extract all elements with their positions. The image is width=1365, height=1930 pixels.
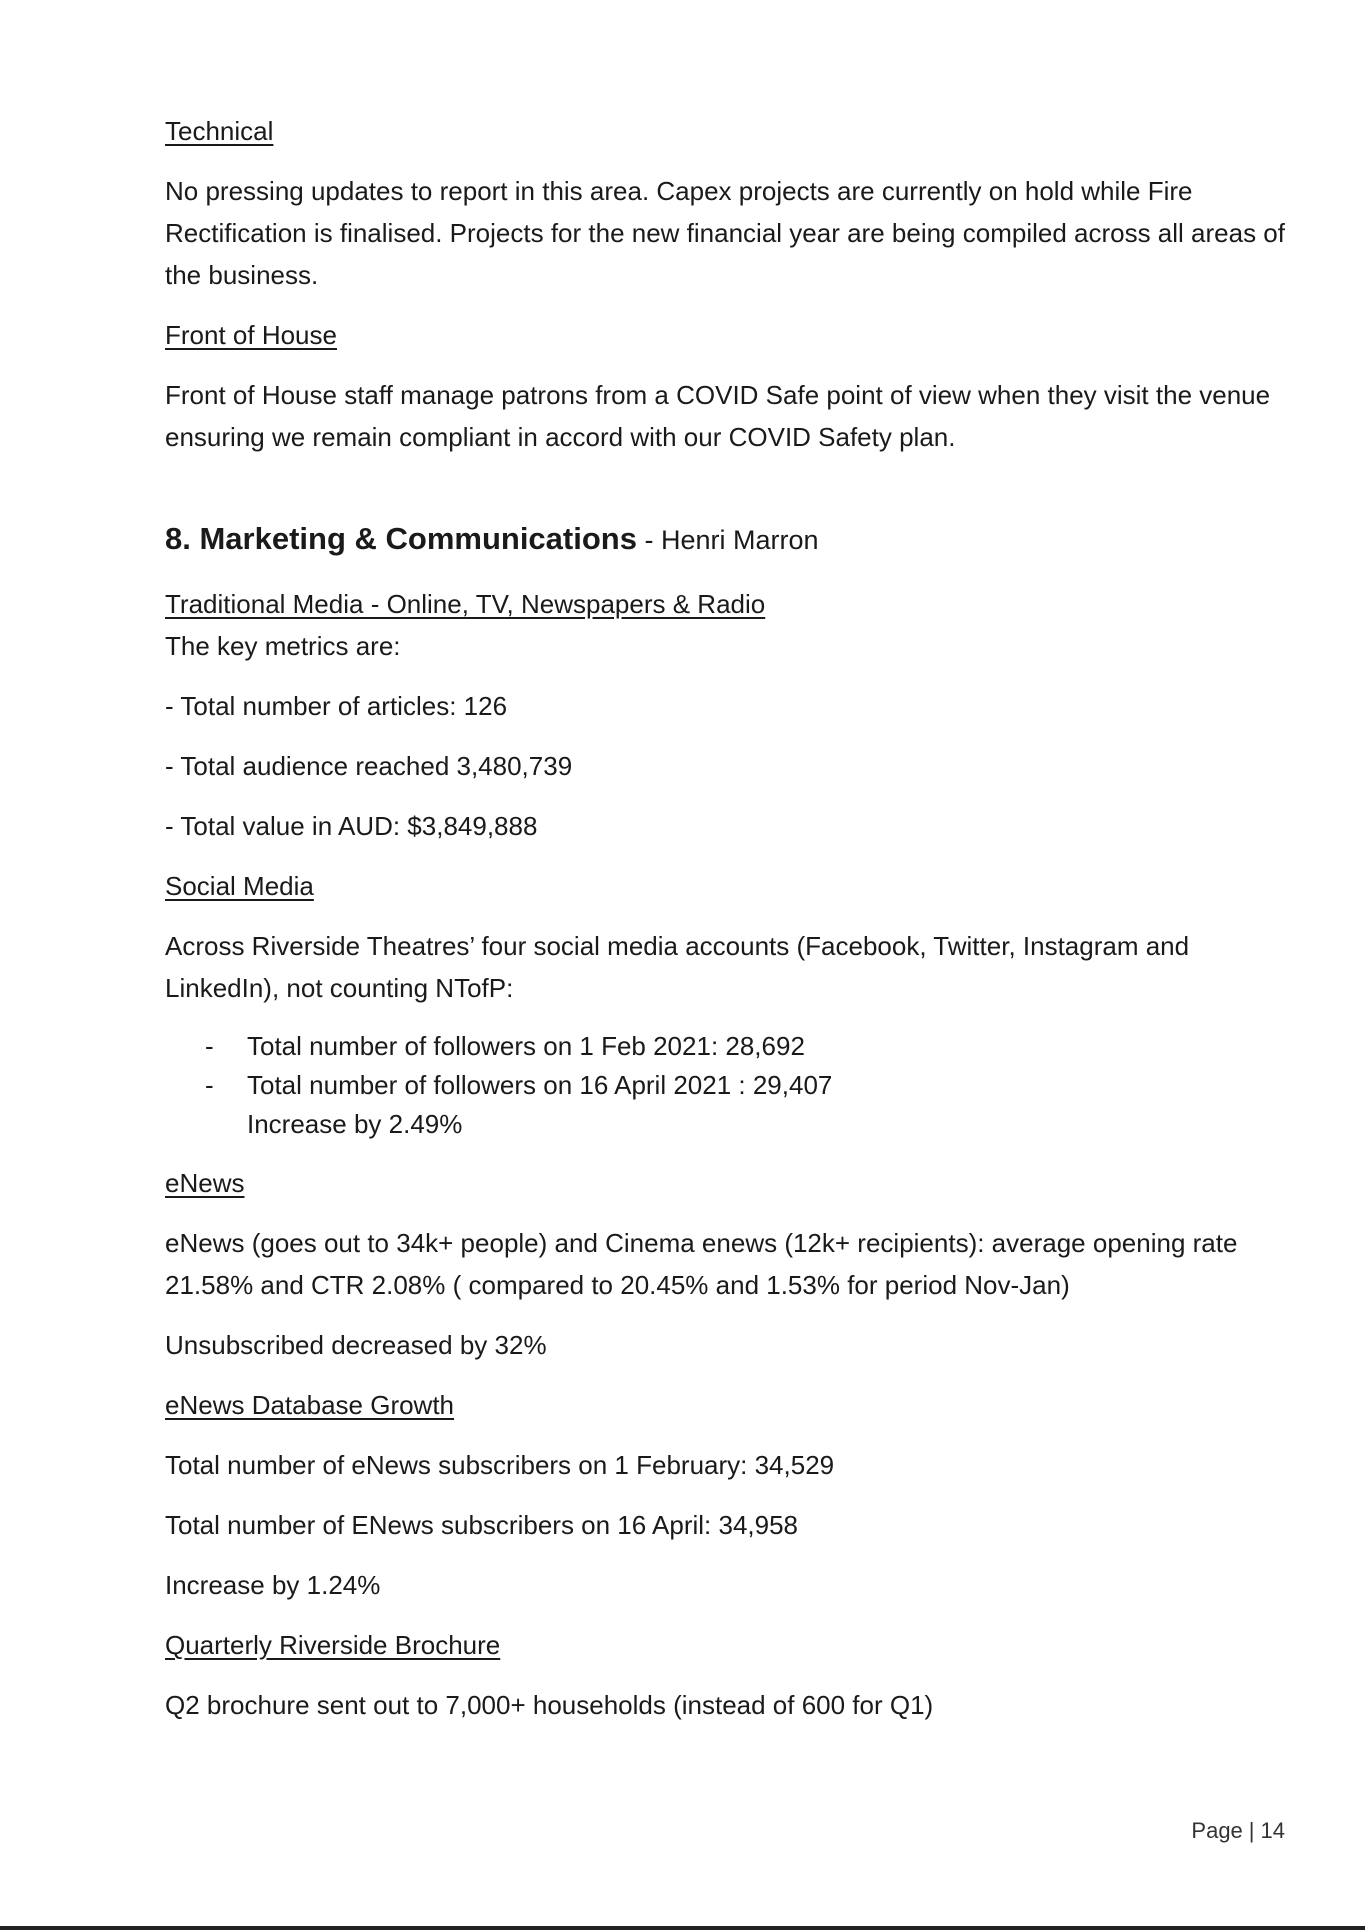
traditional-media-heading: Traditional Media - Online, TV, Newspapers & Radio	[165, 589, 766, 619]
bullet-dash: -	[205, 1031, 214, 1061]
enews-unsubscribed: Unsubscribed decreased by 32%	[165, 1330, 547, 1360]
bullet-dash: -	[205, 1070, 214, 1100]
enews-paragraph: eNews (goes out to 34k+ people) and Cinema enews (12k+ recipients): average opening rate 21.58% and CTR 2.08% ( compared to 20.45% and 1.53% for period Nov-Jan)	[165, 1228, 1238, 1300]
metric-articles: - Total number of articles: 126	[165, 691, 508, 721]
metric-audience: - Total audience reached 3,480,739	[165, 751, 573, 781]
section-8-title	[165, 514, 1285, 563]
social-media-heading: Social Media	[165, 871, 314, 901]
social-media-paragraph: Across Riverside Theatres’ four social media accounts (Facebook, Twitter, Instagram and LinkedIn), not counting NTofP:	[165, 931, 1190, 1003]
followers-list	[205, 1027, 1325, 1105]
front-of-house-paragraph: Front of House staff manage patrons from a COVID Safe point of view when they visit the venue ensuring we remain compliant in accord with our COVID Safety plan.	[165, 380, 1271, 452]
enews-increase: Increase by 1.24%	[165, 1570, 381, 1600]
page-separator: |	[1248, 1818, 1255, 1843]
metric-value: - Total value in AUD: $3,849,888	[165, 811, 538, 841]
technical-paragraph: No pressing updates to report in this area. Capex projects are currently on hold while Fire Rectification is finalised. Projects for the new financial year are being compiled across all areas of the business.	[165, 176, 1285, 290]
list-item	[205, 1027, 1325, 1066]
followers-increase: Increase by 2.49%	[247, 1109, 463, 1139]
front-of-house-heading: Front of House	[165, 320, 337, 350]
list-item	[205, 1066, 1325, 1105]
section-8-author: - Henri Marron	[636, 525, 819, 555]
enews-growth-heading: eNews Database Growth	[165, 1390, 455, 1420]
enews-heading: eNews	[165, 1168, 245, 1198]
traditional-media-intro: The key metrics are:	[165, 631, 401, 661]
page-label: Page	[1191, 1818, 1243, 1843]
brochure-paragraph: Q2 brochure sent out to 7,000+ households (instead of 600 for Q1)	[165, 1690, 934, 1720]
enews-subscribers-feb: Total number of eNews subscribers on 1 February: 34,529	[165, 1450, 835, 1480]
brochure-heading: Quarterly Riverside Brochure	[165, 1630, 501, 1660]
page-bottom-divider	[0, 1926, 1365, 1930]
enews-subscribers-april: Total number of ENews subscribers on 16 April: 34,958	[165, 1510, 799, 1540]
followers-april: Total number of followers on 16 April 2021 : 29,407	[247, 1070, 833, 1100]
page-number: 14	[1260, 1818, 1285, 1843]
section-8-heading: 8. Marketing & Communications	[165, 521, 637, 556]
page-content	[165, 110, 1285, 1726]
page-footer	[1191, 1818, 1285, 1844]
followers-feb: Total number of followers on 1 Feb 2021: 28,692	[247, 1031, 805, 1061]
technical-heading: Technical	[165, 116, 274, 146]
